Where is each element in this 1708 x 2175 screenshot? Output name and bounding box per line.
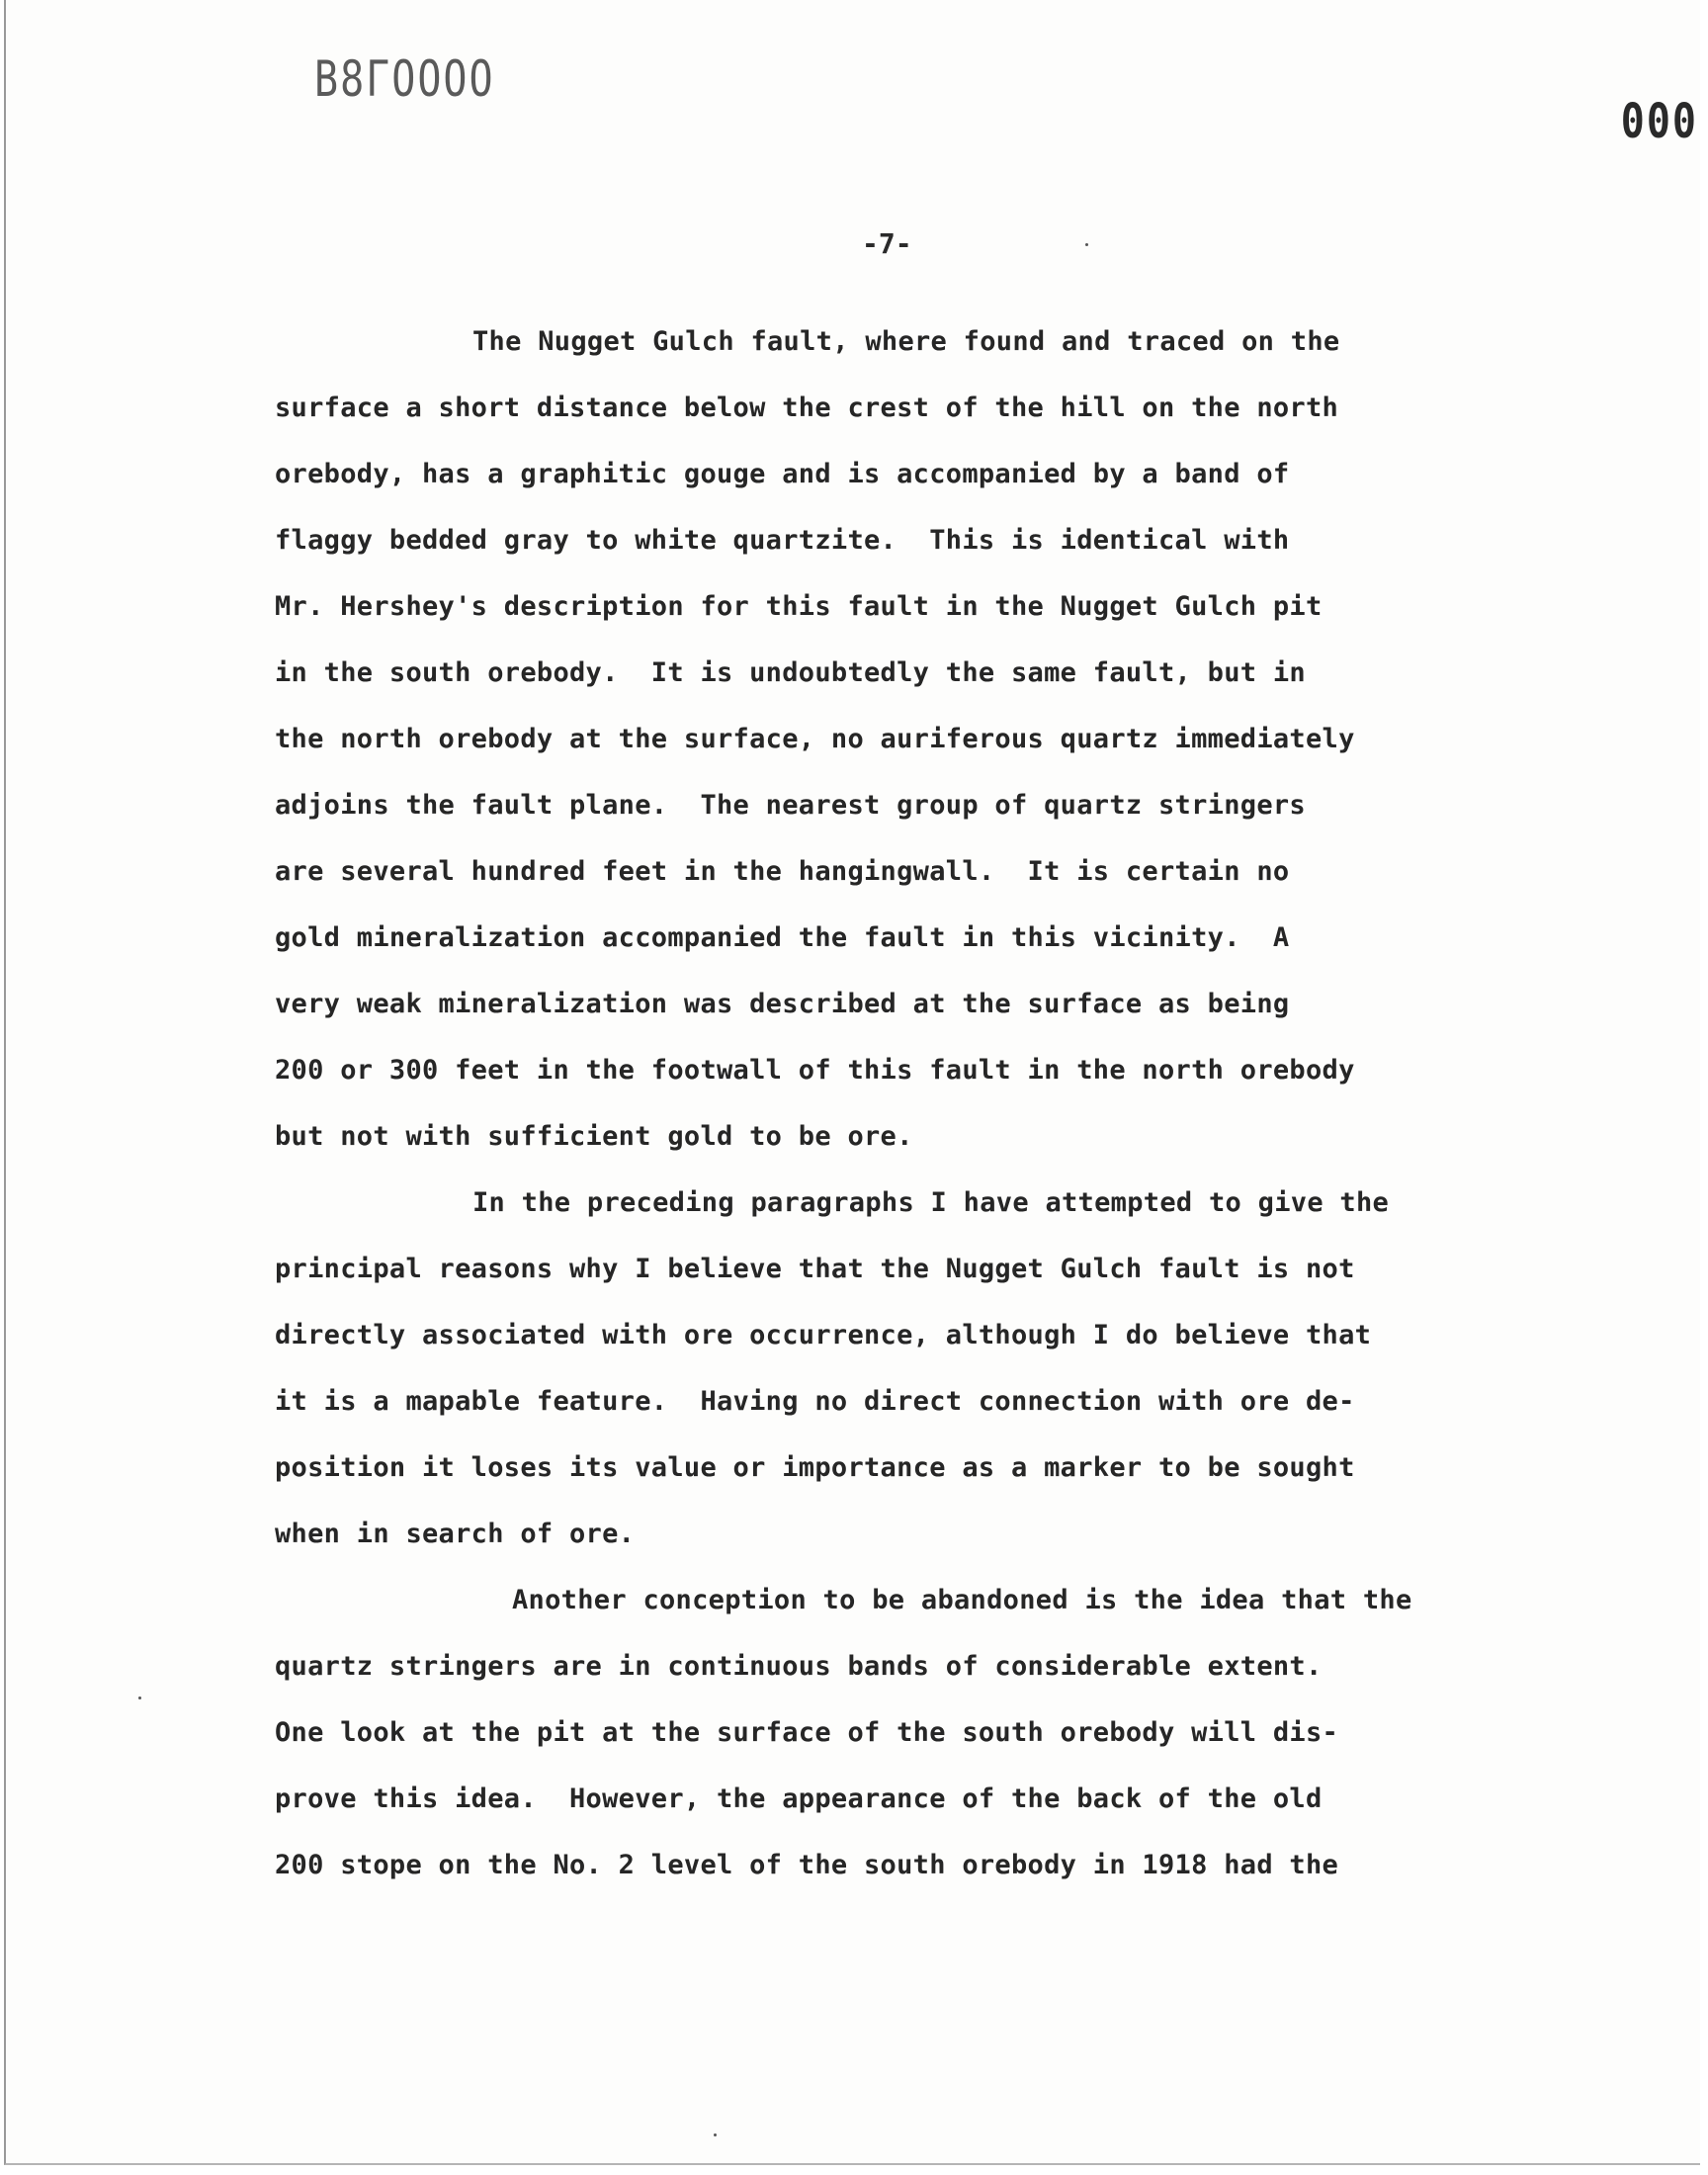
text-line: the north orebody at the surface, no auriferous quartz immediately [275, 724, 1355, 754]
text-line: when in search of ore. [275, 1519, 636, 1549]
text-line: directly associated with ore occurrence, although I do believe that [275, 1320, 1372, 1350]
text-line: very weak mineralization was described at the surface as being [275, 989, 1290, 1019]
text-line: One look at the pit at the surface of the south orebody will dis- [275, 1717, 1339, 1748]
scan-speck [714, 2133, 717, 2136]
text-line: prove this idea. However, the appearance of the back of the old [275, 1784, 1323, 1814]
text-line: are several hundred feet in the hangingwall. It is certain no [275, 856, 1290, 887]
text-line: in the south orebody. It is undoubtedly the same fault, but in [275, 657, 1306, 688]
text-line: Another conception to be abandoned is the idea that the [512, 1585, 1412, 1615]
text-line: orebody, has a graphitic gouge and is accompanied by a band of [275, 459, 1290, 489]
text-line: The Nugget Gulch fault, where found and traced on the [472, 326, 1340, 357]
text-line: 200 stope on the No. 2 level of the south orebody in 1918 had the [275, 1850, 1339, 1880]
text-line: 200 or 300 feet in the footwall of this fault in the north orebody [275, 1055, 1355, 1086]
text-line: position it loses its value or importance as a marker to be sought [275, 1452, 1355, 1483]
text-line: In the preceding paragraphs I have attempted to give the [472, 1187, 1390, 1218]
text-line: flaggy bedded gray to white quartzite. This is identical with [275, 525, 1290, 556]
text-line: but not with sufficient gold to be ore. [275, 1121, 913, 1152]
scan-speck [138, 1696, 141, 1699]
text-line: quartz stringers are in continuous bands of considerable extent. [275, 1651, 1323, 1682]
text-line: surface a short distance below the crest of the hill on the north [275, 392, 1339, 423]
archive-stamp-number: B8ГОООО [314, 51, 495, 109]
document-page [4, 0, 1700, 2165]
document-body [275, 308, 1599, 1898]
text-line: gold mineralization accompanied the fault in this vicinity. A [275, 922, 1290, 953]
text-line: principal reasons why I believe that the Nugget Gulch fault is not [275, 1254, 1355, 1284]
text-line: adjoins the fault plane. The nearest group of quartz stringers [275, 790, 1306, 821]
page-number: -7- [862, 227, 912, 260]
text-line: Mr. Hershey's description for this fault in the Nugget Gulch pit [275, 591, 1323, 622]
scan-speck [1085, 243, 1088, 246]
text-line: it is a mapable feature. Having no direct connection with ore de- [275, 1386, 1355, 1417]
page-corner-stamp: 000 [1620, 95, 1698, 150]
